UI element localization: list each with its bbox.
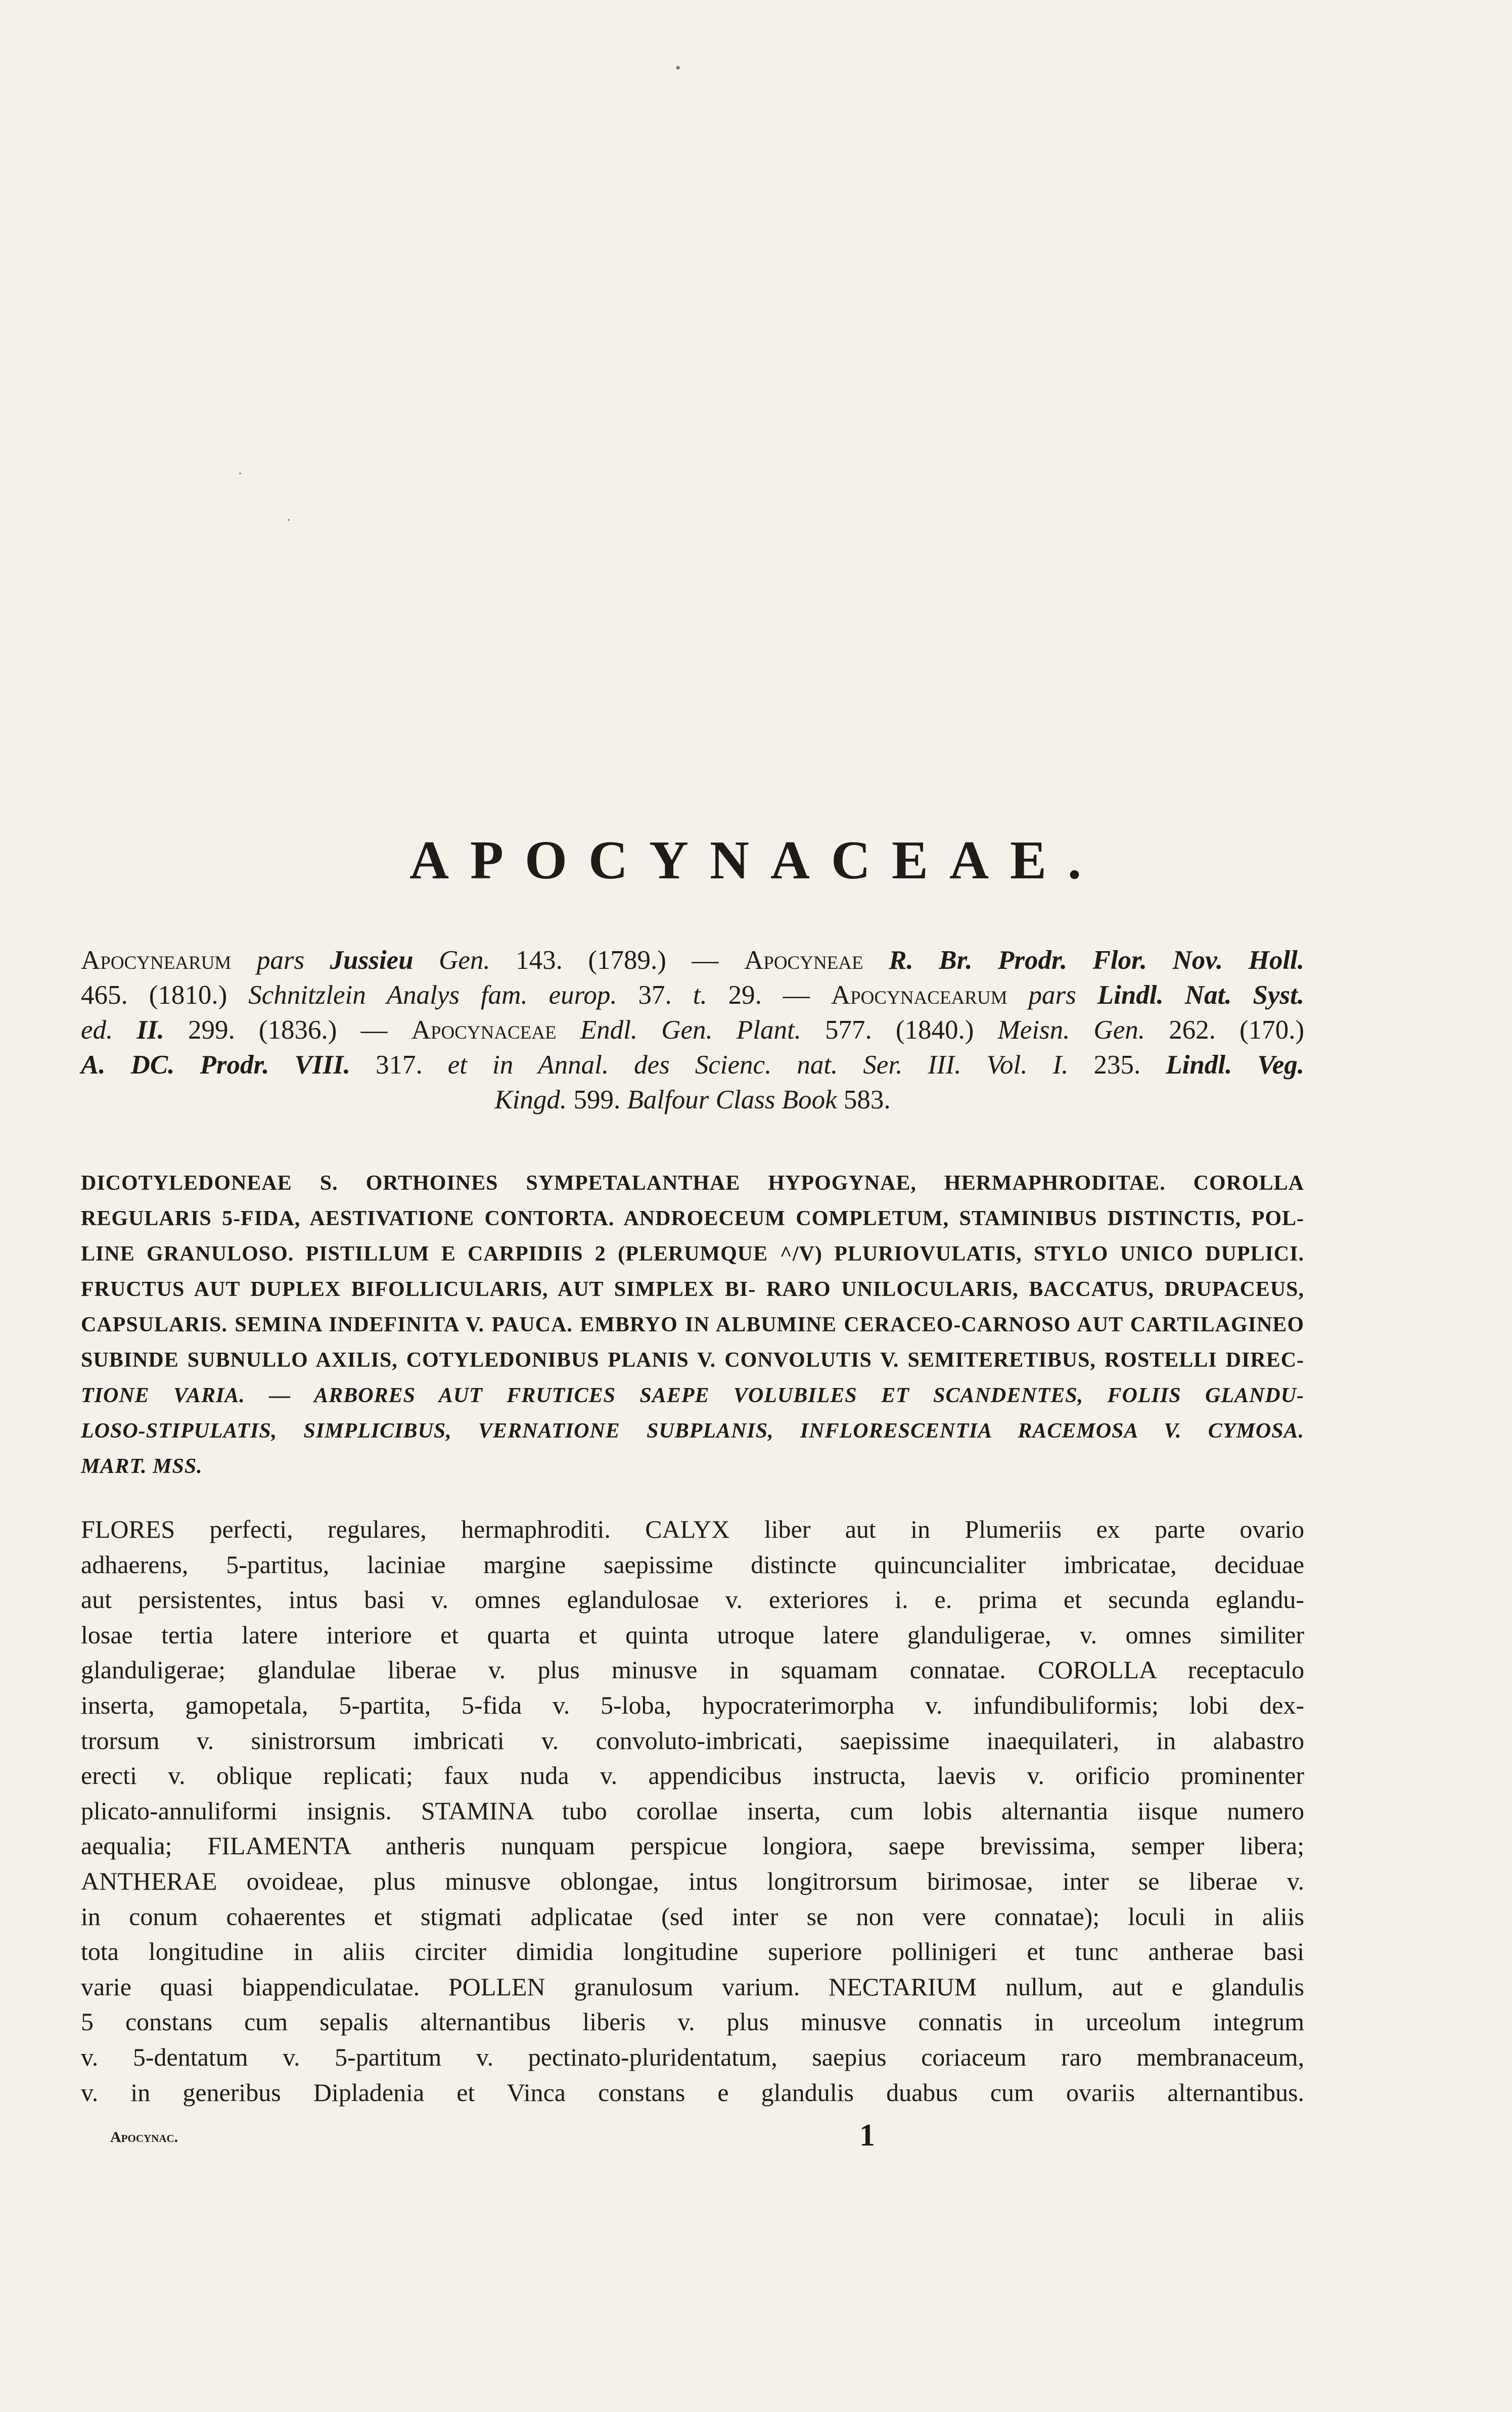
description-line: 5 constans cum sepalis alternantibus liberis v. plus minusve connatis in urceolum integrum (81, 2007, 1304, 2036)
description-line: inserta, gamopetala, 5-partita, 5-fida v. 5-loba, hypocraterimorpha v. infundibuliformis; lobi dex- (81, 1690, 1304, 1719)
description-line: in conum cohaerentes et stigmati adplicatae (sed inter se non vere connatae); loculi in aliis (81, 1902, 1304, 1931)
diagnosis-line: REGULARIS 5-FIDA, AESTIVATIONE CONTORTA. ANDROECEUM COMPLETUM, STAMINIBUS DISTINCTIS, POL- (81, 1207, 1304, 1230)
description-paragraph (81, 1512, 1304, 2110)
diagnosis-line: LINE GRANULOSO. PISTILLUM E CARPIDIIS 2 (PLERUMQUE ^/V) PLURIOVULATIS, STYLO UNICO DUPLICI. (81, 1242, 1304, 1266)
diagnosis-line: SUBINDE SUBNULLO AXILIS, COTYLEDONIBUS PLANIS V. CONVOLUTIS V. SEMITERETIBUS, ROSTELLI DIREC- (81, 1349, 1304, 1372)
description-line: varie quasi biappendiculatae. POLLEN granulosum varium. NECTARIUM nullum, aut e glandulis (81, 1972, 1304, 2001)
description-line: adhaerens, 5-partitus, laciniae margine saepissime distincte quincuncialiter imbricatae, deciduae (81, 1550, 1304, 1579)
ink-speck: · (286, 512, 291, 528)
description-line: tota longitudine in aliis circiter dimidia longitudine superiore pollinigeri et tunc antherae basi (81, 1937, 1304, 1966)
page-number: 1 (859, 2118, 875, 2153)
synonymy-line: ed. II. 299. (1836.) — Apocynaceae Endl. Gen. Plant. 577. (1840.) Meisn. Gen. 262. (170.) (81, 1015, 1304, 1045)
description-line: erecti v. oblique replicati; faux nuda v. appendicibus instructa, laevis v. orificio prominenter (81, 1761, 1304, 1790)
description-line: v. in generibus Dipladenia et Vinca constans e glandulis duabus cum ovariis alternantibus. (81, 2078, 1304, 2107)
description-line: ANTHERAE ovoideae, plus minusve oblongae, intus longitrorsum birimosae, inter se liberae v. (81, 1866, 1304, 1895)
description-line: trorsum v. sinistrorsum imbricati v. convoluto-imbricati, saepissime inaequilateri, in alabastro (81, 1726, 1304, 1755)
diagnosis-block (81, 1166, 1304, 1484)
diagnosis-line: LOSO-STIPULATIS, SIMPLICIBUS, VERNATIONE SUBPLANIS, INFLORESCENTIA RACEMOSA V. CYMOSA. (81, 1419, 1304, 1443)
diagnosis-line: TIONE VARIA. — ARBORES AUT FRUTICES SAEPE VOLUBILES ET SCANDENTES, FOLIIS GLANDU- (81, 1384, 1304, 1407)
synonymy-line: A. DC. Prodr. VIII. 317. et in Annal. des Scienc. nat. Ser. III. Vol. I. 235. Lindl. Veg. (81, 1050, 1305, 1080)
signature-mark: Apocynac. (110, 2129, 178, 2146)
description-line: v. 5-dentatum v. 5-partitum v. pectinato-pluridentatum, saepius coriaceum raro membranaceum, (81, 2042, 1304, 2071)
ink-speck: • (675, 60, 681, 76)
description-line: glanduligerae; glandulae liberae v. plus minusve in squamam connatae. COROLLA receptaculo (81, 1656, 1304, 1684)
description-line: losae tertia latere interiore et quarta et quinta utroque latere glanduligerae, v. omnes similiter (81, 1620, 1304, 1649)
description-line: plicato-annuliformi insignis. STAMINA tubo corollae inserta, cum lobis alternantia iisque numero (81, 1796, 1304, 1825)
synonymy-line: Apocynearum pars Jussieu Gen. 143. (1789.) — Apocyneae R. Br. Prodr. Flor. Nov. Holl. (81, 946, 1305, 975)
diagnosis-line: CAPSULARIS. SEMINA INDEFINITA V. PAUCA. EMBRYO IN ALBUMINE CERACEO-CARNOSO AUT CARTILAGINEO (81, 1313, 1304, 1336)
diagnosis-line: DICOTYLEDONEAE S. ORTHOINES SYMPETALANTHAE HYPOGYNAE, HERMAPHRODITAE. COROLLA (81, 1172, 1304, 1195)
description-line: FLORES perfecti, regulares, hermaphroditi. CALYX liber aut in Plumeriis ex parte ovario (81, 1515, 1304, 1543)
diagnosis-author: MART. MSS. (81, 1455, 203, 1478)
description-line: aut persistentes, intus basi v. omnes eglandulosae v. exteriores i. e. prima et secunda eglandu- (81, 1585, 1304, 1614)
page-title: APOCYNACEAE. (409, 830, 1103, 890)
synonymy-line: Kingd. 599. Balfour Class Book 583. (494, 1085, 891, 1114)
description-line: aequalia; FILAMENTA antheris nunquam perspicue longiora, saepe brevissima, semper libera; (81, 1832, 1304, 1860)
diagnosis-line: FRUCTUS AUT DUPLEX BIFOLLICULARIS, AUT SIMPLEX BI- RARO UNILOCULARIS, BACCATUS, DRUPACEUS, (81, 1278, 1304, 1301)
synonymy-line: 465. (1810.) Schnitzlein Analys fam. europ. 37. t. 29. — Apocynacearum pars Lindl. Nat. Syst. (81, 980, 1305, 1010)
ink-speck: · (238, 465, 243, 482)
synonymy-block (81, 943, 1304, 1118)
